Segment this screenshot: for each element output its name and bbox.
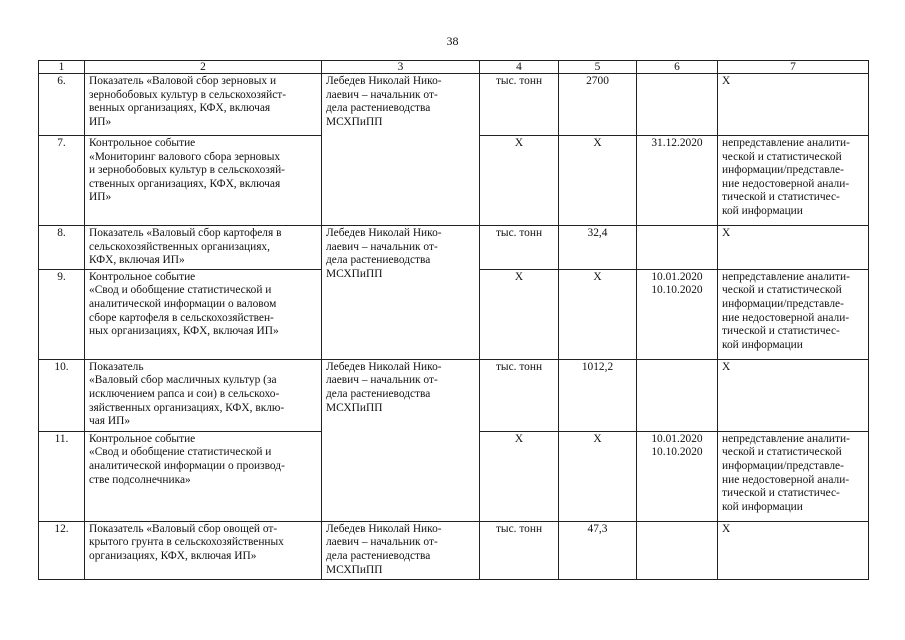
row-number: 7. [39, 136, 85, 226]
column-header: 2 [85, 61, 322, 74]
plan-value: 47,3 [559, 521, 637, 579]
row-number: 9. [39, 269, 85, 359]
risk-note: непредставление аналити- ческой и статистической информации/представле- ние недостоверной анали- тической и статистичес- кой информации [718, 136, 869, 226]
column-header: 7 [718, 61, 869, 74]
row-number: 10. [39, 359, 85, 431]
table-row [39, 226, 869, 270]
indicator-name: Показатель «Валовый сбор овощей от- крытого грунта в сельскохозяйственных организациях, КФХ, включая ИП» [85, 521, 322, 579]
table-row [39, 359, 869, 431]
unit: тыс. тонн [480, 226, 559, 270]
indicator-name: Показатель «Валовой сбор зерновых и зернобобовых культур в сельскохозяйст- венных организациях, КФХ, включая ИП» [85, 74, 322, 136]
column-header: 5 [559, 61, 637, 74]
responsible-person: Лебедев Николай Нико- лаевич – начальник от- дела растениеводства МСХПиПП [322, 226, 480, 360]
column-header: 1 [39, 61, 85, 74]
indicator-name: Контрольное событие «Свод и обобщение статистической и аналитической информации о валовом сборе картофеля в сельскохозяйствен- ных организациях, КФХ, включая ИП» [85, 269, 322, 359]
plan-value: Х [559, 269, 637, 359]
deadline [637, 226, 718, 270]
page-number: 38 [446, 34, 459, 48]
deadline [637, 74, 718, 136]
column-header: 4 [480, 61, 559, 74]
table-row [39, 74, 869, 136]
deadline: 31.12.2020 [637, 136, 718, 226]
risk-note: Х [718, 521, 869, 579]
risk-note: непредставление аналити- ческой и статистической информации/представле- ние недостоверной анали- тической и статистичес- кой информации [718, 269, 869, 359]
indicator-name: Контрольное событие «Мониторинг валового сбора зерновых и зернобобовых культур в сельскохозяй- ственных организациях, КФХ, включая ИП» [85, 136, 322, 226]
deadline [637, 359, 718, 431]
responsible-person: Лебедев Николай Нико- лаевич – начальник от- дела растениеводства МСХПиПП [322, 521, 480, 579]
row-number: 12. [39, 521, 85, 579]
risk-note: Х [718, 226, 869, 270]
plan-table [38, 60, 869, 580]
responsible-person: Лебедев Николай Нико- лаевич – начальник от- дела растениеводства МСХПиПП [322, 74, 480, 226]
risk-note: Х [718, 359, 869, 431]
plan-value: 2700 [559, 74, 637, 136]
risk-note: Х [718, 74, 869, 136]
responsible-person: Лебедев Николай Нико- лаевич – начальник от- дела растениеводства МСХПиПП [322, 359, 480, 521]
plan-value: 1012,2 [559, 359, 637, 431]
plan-value: Х [559, 431, 637, 521]
deadline [637, 521, 718, 579]
row-number: 8. [39, 226, 85, 270]
column-header: 6 [637, 61, 718, 74]
unit: тыс. тонн [480, 74, 559, 136]
unit: тыс. тонн [480, 521, 559, 579]
plan-value: Х [559, 136, 637, 226]
plan-value: 32,4 [559, 226, 637, 270]
unit: Х [480, 136, 559, 226]
deadline: 10.01.2020 10.10.2020 [637, 431, 718, 521]
row-number: 6. [39, 74, 85, 136]
deadline: 10.01.2020 10.10.2020 [637, 269, 718, 359]
risk-note: непредставление аналити- ческой и статистической информации/представле- ние недостоверной анали- тической и статистичес- кой информации [718, 431, 869, 521]
row-number: 11. [39, 431, 85, 521]
indicator-name: Показатель «Валовый сбор картофеля в сельскохозяйственных организациях, КФХ, включая ИП» [85, 226, 322, 270]
column-number-row [39, 61, 869, 74]
column-header: 3 [322, 61, 480, 74]
unit: Х [480, 269, 559, 359]
indicator-name: Показатель «Валовый сбор масличных культур (за исключением рапса и сои) в сельскохо- зяйственных организациях, КФХ, вклю- чая ИП» [85, 359, 322, 431]
indicator-name: Контрольное событие «Свод и обобщение статистической и аналитической информации о производ- стве подсолнечника» [85, 431, 322, 521]
unit: Х [480, 431, 559, 521]
unit: тыс. тонн [480, 359, 559, 431]
table-row [39, 521, 869, 579]
